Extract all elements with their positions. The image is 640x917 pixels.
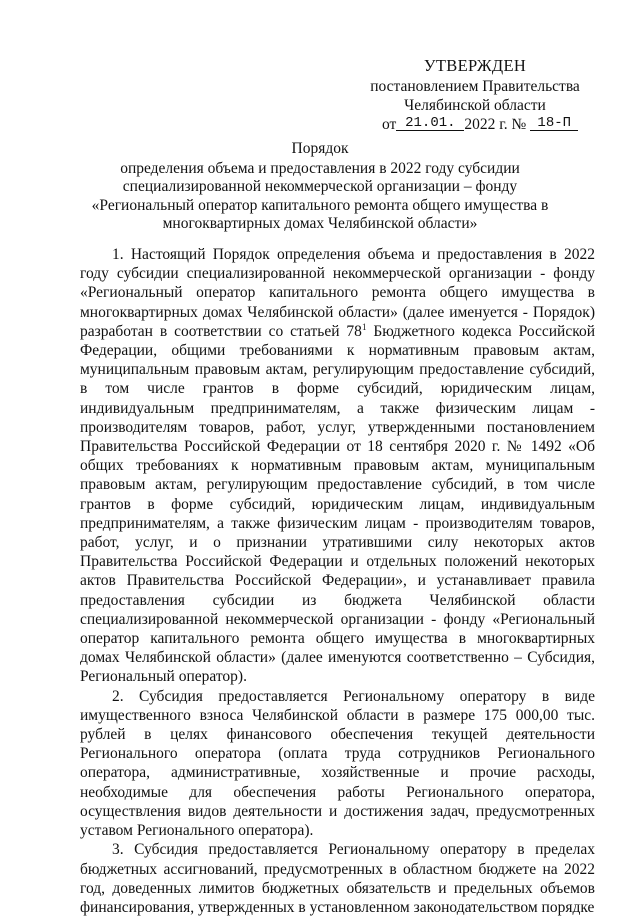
heading-line-4: многоквартирных домах Челябинской области» <box>162 215 478 232</box>
paragraph-1-text-a: 1. Настоящий Порядок определения объема и предоставления в 2022 году субсидии специализированной некоммерческой организации - фонду «Региональный оператор капитального ремонта общего имущества в многоквартирных домах Челябинской области» (далее именуется - Порядок) разработан в соответствии со статьей 78 <box>80 246 595 340</box>
paragraph-1 <box>80 245 595 687</box>
approval-title: УТВЕРЖДЕН <box>423 56 527 75</box>
document-body <box>80 245 595 917</box>
approval-line-1: постановлением Правительства <box>370 78 580 95</box>
approval-date-line <box>382 115 590 134</box>
handwritten-date: 21.01. <box>396 116 464 131</box>
approval-stamp <box>360 56 590 134</box>
heading-line-1: определения объема и предоставления в 2022 году субсидии <box>120 159 520 177</box>
heading-title: Порядок <box>291 140 349 157</box>
paragraph-3: 3. Субсидия предоставляется Региональному оператору в пределах бюджетных ассигнований, предусмотренных в областном бюджете на 2022 год, доведенных лимитов бюджетных обязательств и предельных объемов финансирования, утвержденных в установленном законодательством порядке <box>80 841 595 916</box>
heading-line-3: «Региональный оператор капитального ремонта общего имущества в <box>91 196 549 214</box>
approval-line-2: Челябинской области <box>404 97 546 114</box>
heading-line-2: специализированной некоммерческой организации – фонду <box>122 178 518 195</box>
handwritten-number: 18-П <box>530 116 578 131</box>
year-text: 2022 г. № <box>464 116 527 133</box>
document-heading <box>80 140 560 234</box>
paragraph-2: 2. Субсидия предоставляется Региональному оператору в виде имущественного взноса Челябинской области в размере 175 000,00 тыс. рублей в целях финансового обеспечения текущей деятельности Регионального оператора (оплата труда сотрудников Регионального оператора, административные, хозяйственные и прочие расходы, необходимые для обеспечения работы Регионального оператора, осуществления видов деятельности и достижения задач, предусмотренных уставом Регионального оператора). <box>80 687 595 840</box>
article-superscript: 1 <box>361 321 367 332</box>
paragraph-1-text-b: Бюджетного кодекса Российской Федерации, общими требованиями к нормативным правовым актам, муниципальным правовым актам, регулирующим предоставление субсидий, в том числе грантов в форме субсидий, юридическим лицам, индивидуальным предпринимателям, а также физическим лицам - производителям товаров, работ, услуг, утвержденными постановлением Правительства Российской Федерации от 18 сентября 2020 г. № 1492 «Об общих требованиях к нормативным правовым актам, муниципальным правовым актам, регулирующим предоставление субсидий, в том числе грантов в форме субсидий, юридическим лицам, индивидуальным предпринимателям, а также физическим лицам - производителям товаров, работ, услуг, и о признании утратившими силу некоторых актов Правительства Российской Федерации и отдельных положений некоторых актов Правительства Российской Федерации», и устанавливает правила предоставления субсидии из бюджета Челябинской области специализированной некоммерческой организации - фонду «Региональный оператор капитального ремонта общего имущества в многоквартирных домах Челябинской области» (далее именуются соответственно – Субсидия, Региональный оператор). <box>80 322 595 686</box>
date-prefix: от <box>382 116 397 133</box>
